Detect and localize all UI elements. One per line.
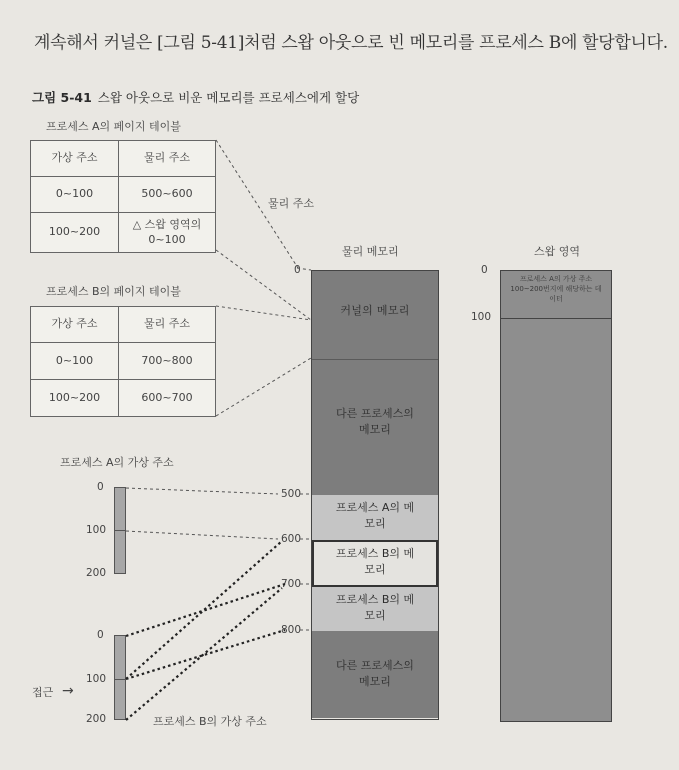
table-b-cell: 700~800 xyxy=(119,343,216,380)
memory-segment-other: 다른 프로세스의 메모리 xyxy=(312,631,438,718)
table-a-cell: △ 스왑 영역의 0~100 xyxy=(119,213,216,253)
swap-address-tick: 0 xyxy=(481,264,488,276)
table-b-to-memory-connector xyxy=(216,306,311,320)
physical-address-tick: 700 xyxy=(281,578,302,590)
memory-segment-process-b: 프로세스 B의 메모리 xyxy=(312,587,438,631)
memory-segment-process-a: 프로세스 A의 메모리 xyxy=(312,495,438,540)
access-arrow-icon: → xyxy=(62,683,74,699)
physical-memory-title: 물리 메모리 xyxy=(342,245,399,258)
figure-number: 그림 5-41 xyxy=(32,90,92,105)
memory-segment-kernel: 커널의 메모리 xyxy=(312,271,438,359)
table-b-cell: 0~100 xyxy=(31,343,119,380)
virtual-a-to-memory-connector xyxy=(126,488,278,494)
table-a-header-physical: 물리 주소 xyxy=(119,141,216,177)
virtual-b-to-memory-connector xyxy=(126,630,285,679)
table-a-caption: 프로세스 A의 페이지 테이블 xyxy=(46,120,181,133)
table-b-header-physical: 물리 주소 xyxy=(119,307,216,343)
virtual-b-label: 프로세스 B의 가상 주소 xyxy=(153,715,267,728)
table-b-cell: 100~200 xyxy=(31,380,119,417)
figure-caption: 스왑 아웃으로 비운 메모리를 프로세스에게 할당 xyxy=(97,90,360,105)
virtual-b-tick: 0 xyxy=(97,629,104,641)
intro-text: 계속해서 커널은 [그림 5-41]처럼 스왑 아웃으로 빈 메모리를 프로세스 B에 할당합니다. xyxy=(34,33,668,53)
physical-address-tick: 800 xyxy=(281,624,302,636)
table-a-to-memory-connector xyxy=(216,250,311,320)
virtual-a-label: 프로세스 A의 가상 주소 xyxy=(60,456,174,469)
table-a-to-memory-connector xyxy=(216,140,298,268)
physical-address-tick: 600 xyxy=(281,533,302,545)
physical-address-label: 물리 주소 xyxy=(268,197,315,210)
physical-address-tick: 0 xyxy=(294,264,301,276)
table-b-cell: 600~700 xyxy=(119,380,216,417)
memory-segment-process-b: 프로세스 B의 메모리 xyxy=(312,540,438,587)
table-a-cell: 500~600 xyxy=(119,177,216,213)
swap-address-tick: 100 xyxy=(471,311,492,323)
physical-address-tick: 500 xyxy=(281,488,302,500)
virtual-a-to-memory-connector xyxy=(126,531,278,539)
table-b-to-memory-connector xyxy=(216,358,311,416)
virtual-b-tick: 200 xyxy=(86,713,107,725)
swap-area-title: 스왑 영역 xyxy=(534,245,581,258)
virtual-a-tick: 100 xyxy=(86,524,107,536)
virtual-a-tick: 0 xyxy=(97,481,104,493)
table-a-header-virtual: 가상 주소 xyxy=(31,141,119,177)
swap-entry-process-a: 프로세스 A의 가상 주소 100~200번지에 해당하는 데이터 xyxy=(501,271,611,319)
swap-to-memory-connector xyxy=(297,268,311,270)
virtual-a-tick: 200 xyxy=(86,567,107,579)
table-a-cell: 100~200 xyxy=(31,213,119,253)
memory-segment-other: 다른 프로세스의 메모리 xyxy=(312,359,438,495)
table-b-header-virtual: 가상 주소 xyxy=(31,307,119,343)
table-b-caption: 프로세스 B의 페이지 테이블 xyxy=(46,285,181,298)
virtual-b-to-memory-connector xyxy=(126,588,282,720)
virtual-b-tick: 100 xyxy=(86,673,107,685)
virtual-b-to-memory-connector xyxy=(126,541,282,679)
access-label: 접근 xyxy=(32,686,54,699)
table-a-cell: 0~100 xyxy=(31,177,119,213)
